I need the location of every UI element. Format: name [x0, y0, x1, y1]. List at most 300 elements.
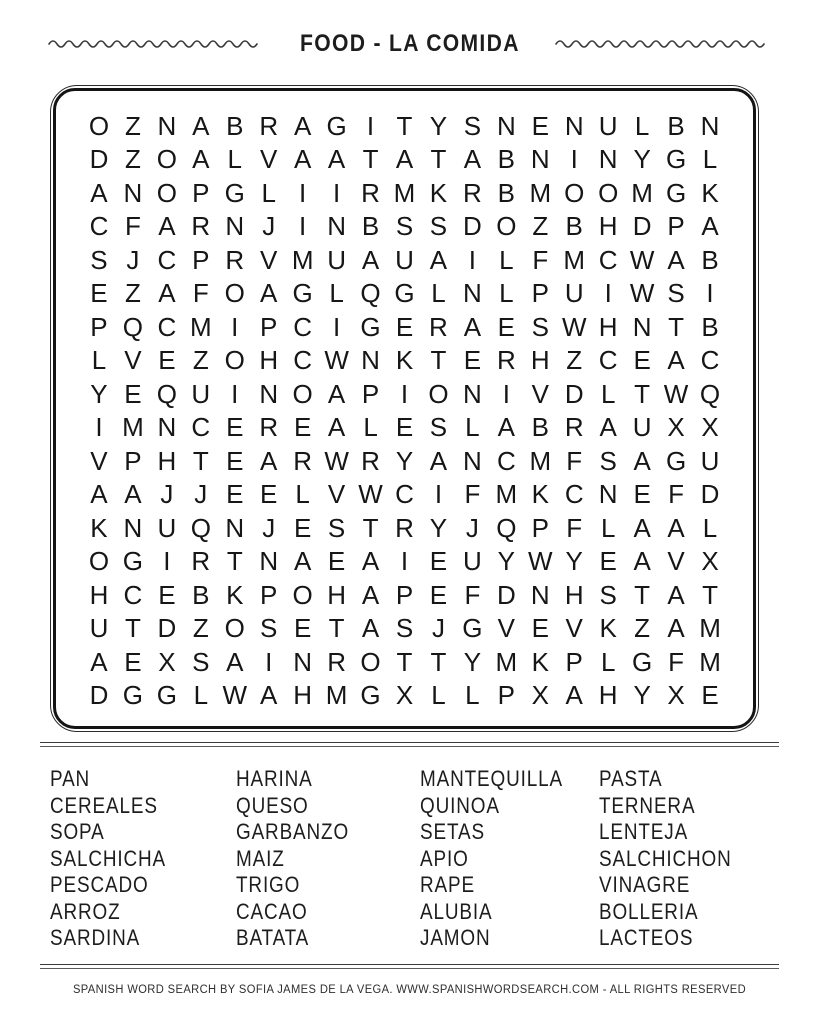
grid-cell: K — [429, 177, 448, 208]
grid-cell: L — [499, 278, 514, 309]
word-item: SALCHICHA — [50, 845, 167, 871]
grid-cell: R — [259, 110, 279, 141]
grid-cell: A — [226, 646, 244, 677]
grid-cell: X — [531, 680, 549, 711]
grid-cell: T — [226, 546, 243, 577]
grid-cell: H — [598, 211, 618, 242]
grid-cell: B — [531, 412, 549, 443]
grid-cell: N — [598, 144, 618, 175]
grid-cell: E — [429, 546, 448, 577]
grid-cell: N — [259, 378, 279, 409]
grid-cell: M — [393, 177, 416, 208]
grid-cell: O — [156, 144, 177, 175]
grid-cell: P — [531, 278, 549, 309]
word-item: CACAO — [236, 898, 308, 924]
grid-cell: M — [631, 177, 653, 208]
grid-cell: N — [530, 144, 550, 175]
grid-cell: L — [227, 144, 242, 175]
grid-cell: L — [363, 412, 378, 443]
grid-cell: N — [327, 211, 346, 242]
grid-cell: N — [361, 345, 380, 376]
word-item: VINAGRE — [599, 872, 691, 897]
grid-cell: B — [497, 177, 515, 208]
grid-cell: E — [531, 110, 549, 141]
grid-cell: I — [231, 378, 239, 409]
grid-cell: B — [667, 110, 685, 141]
header — [0, 30, 819, 58]
grid-cell: W — [629, 278, 655, 309]
grid-cell: E — [463, 345, 482, 376]
grid-cell: F — [532, 244, 549, 275]
grid-cell: K — [395, 345, 414, 376]
grid-cell: I — [265, 646, 273, 677]
grid-cell: B — [565, 211, 583, 242]
grid-cell: I — [706, 278, 714, 309]
grid-cell: E — [633, 479, 651, 510]
grid-cell: B — [226, 110, 244, 141]
page-title: FOOD - LA COMIDA — [299, 30, 520, 57]
grid-cell: G — [224, 177, 245, 208]
grid-cell: R — [293, 445, 313, 476]
grid-cell: F — [192, 278, 209, 309]
grid-cell: W — [561, 311, 587, 342]
grid-cell: S — [599, 445, 617, 476]
grid-cell: L — [431, 278, 446, 309]
word-item: BATATA — [236, 925, 310, 950]
grid-cell: Y — [633, 680, 651, 711]
grid-cell: S — [395, 613, 414, 644]
grid-cell: R — [259, 412, 279, 443]
grid-cell: L — [465, 412, 480, 443]
grid-cell: B — [192, 579, 210, 610]
grid-cell: Q — [496, 512, 517, 543]
grid-cell: A — [293, 110, 312, 141]
grid-cell: P — [124, 445, 142, 476]
grid-cell: Q — [190, 512, 211, 543]
grid-cell: N — [496, 110, 516, 141]
grid-cell: C — [598, 244, 618, 275]
grid-cell: Z — [566, 345, 583, 376]
grid-cell: P — [192, 177, 210, 208]
grid-cell: G — [665, 177, 687, 208]
word-item: TERNERA — [599, 792, 696, 818]
grid-cell: A — [124, 479, 142, 510]
grid-cell: Z — [124, 278, 141, 309]
grid-cell: P — [565, 646, 583, 677]
grid-cell: F — [668, 646, 685, 677]
grid-cell: R — [191, 546, 211, 577]
grid-cell: A — [395, 144, 414, 175]
grid-cell: D — [157, 613, 177, 644]
grid-cell: H — [157, 445, 177, 476]
grid-cell: K — [599, 613, 617, 644]
grid-cell: E — [633, 345, 651, 376]
grid-cell: W — [324, 445, 349, 476]
grid-cell: C — [395, 479, 414, 510]
grid-cell: A — [565, 680, 583, 711]
grid-cell: H — [327, 579, 346, 610]
grid-cell: A — [158, 278, 176, 309]
grid-cell: G — [360, 311, 381, 342]
grid-cell: A — [361, 613, 380, 644]
grid-cell: Y — [463, 646, 482, 677]
word-item: SOPA — [50, 819, 105, 844]
grid-cell: T — [430, 646, 447, 677]
grid-cell: L — [193, 680, 209, 711]
grid-cell: N — [700, 110, 720, 141]
grid-cell: W — [358, 479, 383, 510]
grid-cell: N — [123, 512, 143, 543]
grid-cell: D — [632, 211, 652, 242]
grid-cell: E — [395, 311, 414, 342]
grid-cell: I — [299, 177, 307, 208]
grid-cell: P — [90, 311, 108, 342]
grid-cell: P — [260, 311, 278, 342]
grid-cell: J — [160, 479, 174, 510]
grid-cell: S — [90, 244, 108, 275]
grid-cell: A — [667, 244, 685, 275]
grid-cell: J — [262, 512, 276, 543]
grid-cell: M — [563, 244, 586, 275]
grid-cell: N — [123, 177, 143, 208]
grid-cell: K — [701, 177, 719, 208]
grid-cell: G — [665, 445, 687, 476]
grid-cell: H — [259, 345, 279, 376]
word-item: MAIZ — [236, 845, 285, 871]
word-list — [50, 766, 789, 952]
grid-cell: A — [667, 579, 685, 610]
grid-cell: C — [293, 311, 313, 342]
grid-cell: Z — [124, 110, 141, 141]
word-item: ALUBIA — [420, 898, 493, 924]
grid-cell: Y — [565, 546, 583, 577]
grid-cell: R — [429, 311, 448, 342]
grid-cell: H — [89, 579, 109, 610]
grid-cell: S — [395, 211, 414, 242]
grid-cell: J — [262, 211, 276, 242]
grid-cell: A — [260, 278, 278, 309]
grid-cell: K — [226, 579, 244, 610]
grid-cell: H — [598, 680, 618, 711]
grid-cell: N — [259, 546, 279, 577]
grid-cell: W — [629, 244, 655, 275]
grid-cell: Y — [633, 144, 651, 175]
grid-cell: E — [497, 311, 515, 342]
grid-cell: C — [700, 345, 720, 376]
grid-cell: U — [157, 512, 177, 543]
grid-cell: H — [530, 345, 550, 376]
grid-cell: S — [260, 613, 278, 644]
squiggle-right-icon — [554, 38, 772, 50]
grid-cell: X — [158, 646, 176, 677]
grid-cell: I — [502, 378, 510, 409]
word-item: QUESO — [236, 792, 309, 818]
grid-cell: F — [464, 479, 481, 510]
grid-cell: R — [462, 177, 482, 208]
grid-cell: N — [157, 110, 177, 141]
grid-cell: E — [124, 646, 142, 677]
grid-cell: A — [599, 412, 617, 443]
grid-cell: G — [360, 680, 381, 711]
grid-cell: I — [299, 211, 307, 242]
grid-cell: R — [191, 211, 211, 242]
grid-cell: A — [633, 512, 651, 543]
grid-cell: P — [531, 512, 549, 543]
grid-cell: A — [327, 412, 346, 443]
grid-cell: E — [226, 479, 244, 510]
grid-cell: V — [124, 345, 142, 376]
grid-cell: A — [158, 211, 176, 242]
grid-cell: E — [158, 579, 176, 610]
grid-cell: M — [529, 445, 552, 476]
grid-cell: G — [122, 546, 144, 577]
word-item: SETAS — [420, 819, 485, 844]
grid-cell: A — [667, 345, 685, 376]
grid-cell: E — [531, 613, 549, 644]
grid-cell: D — [89, 680, 109, 711]
divider-bottom — [40, 964, 779, 969]
grid-cell: X — [701, 546, 719, 577]
grid-cell: U — [632, 412, 652, 443]
grid-cell: T — [124, 613, 141, 644]
grid-cell: N — [462, 278, 482, 309]
word-item: RAPE — [420, 872, 475, 897]
grid-cell: O — [88, 546, 110, 577]
grid-cell: L — [431, 680, 446, 711]
grid-cell: C — [598, 345, 618, 376]
grid-cell: T — [396, 110, 413, 141]
grid-cell: M — [325, 680, 348, 711]
grid-cell: A — [192, 110, 210, 141]
grid-cell: V — [497, 613, 515, 644]
grid-cell: U — [598, 110, 618, 141]
grid-cell: M — [495, 479, 518, 510]
grid-cell: I — [95, 412, 103, 443]
grid-cell: U — [462, 546, 482, 577]
word-column — [50, 766, 236, 952]
grid-cell: T — [362, 512, 379, 543]
grid-cell: I — [400, 378, 409, 409]
grid-cell: W — [528, 546, 553, 577]
grid-cell: E — [293, 512, 312, 543]
grid-cell: D — [496, 579, 516, 610]
grid-cell: A — [260, 680, 278, 711]
word-item: HARINA — [236, 766, 313, 791]
grid-cell: A — [429, 244, 448, 275]
word-item: GARBANZO — [236, 819, 350, 844]
grid-cell: O — [564, 177, 585, 208]
grid-cell: W — [324, 345, 349, 376]
grid-cell: I — [163, 546, 171, 577]
grid-cell: P — [667, 211, 685, 242]
grid-cell: O — [598, 177, 619, 208]
grid-cell: M — [699, 646, 721, 677]
grid-cell: E — [293, 412, 312, 443]
grid-cell: E — [124, 378, 142, 409]
grid-cell: N — [225, 211, 245, 242]
grid-cell: F — [566, 512, 583, 543]
grid-cell: O — [360, 646, 381, 677]
grid-cell: D — [700, 479, 720, 510]
word-item: SARDINA — [50, 925, 141, 950]
grid-cell: U — [327, 244, 346, 275]
puzzle-border — [50, 85, 759, 732]
grid-cell: W — [222, 680, 248, 711]
grid-cell: T — [430, 144, 447, 175]
grid-cell: B — [701, 311, 719, 342]
grid-cell: H — [293, 680, 313, 711]
grid-cell: A — [90, 177, 108, 208]
grid-cell: G — [665, 144, 687, 175]
grid-cell: M — [189, 311, 212, 342]
grid-cell: E — [90, 278, 108, 309]
grid-cell: Q — [122, 311, 144, 342]
grid-cell: S — [327, 512, 346, 543]
grid-cell: Z — [192, 613, 209, 644]
grid-cell: R — [327, 646, 346, 677]
grid-cell: H — [598, 311, 618, 342]
word-column — [420, 766, 599, 952]
grid-cell: L — [600, 512, 616, 543]
grid-cell: O — [224, 278, 245, 309]
grid-cell: J — [194, 479, 208, 510]
grid-cell: N — [462, 445, 482, 476]
grid-cell: R — [361, 445, 380, 476]
grid-cell: N — [632, 311, 652, 342]
footer-credit: SPANISH WORD SEARCH BY SOFIA JAMES DE LA VEGA. WWW.SPANISHWORDSEARCH.COM - ALL RIGHTS RESERVED — [72, 984, 747, 996]
grid-cell: F — [566, 445, 583, 476]
grid-cell: P — [395, 579, 414, 610]
grid-cell: W — [663, 378, 689, 409]
word-item: SALCHICHON — [599, 845, 732, 871]
grid-cell: Y — [90, 378, 108, 409]
grid-cell: D — [564, 378, 584, 409]
grid-cell: Z — [634, 613, 651, 644]
grid-cell: A — [90, 646, 108, 677]
word-item: LACTEOS — [599, 925, 694, 950]
grid-cell: A — [463, 144, 482, 175]
grid-cell: N — [598, 479, 618, 510]
word-item: APIO — [420, 845, 469, 871]
grid-cell: U — [191, 378, 211, 409]
grid-cell: O — [496, 211, 517, 242]
grid-cell: O — [292, 579, 313, 610]
grid-cell: M — [291, 244, 314, 275]
grid-cell: A — [361, 244, 380, 275]
word-item: BOLLERIA — [599, 898, 699, 924]
word-item: QUINOA — [420, 792, 500, 818]
grid-cell: V — [260, 144, 278, 175]
grid-cell: D — [89, 144, 109, 175]
grid-cell: D — [462, 211, 482, 242]
grid-cell: L — [329, 278, 344, 309]
grid-cell: E — [395, 412, 414, 443]
grid-cell: S — [531, 311, 549, 342]
grid-cell: I — [332, 177, 341, 208]
grid-cell: A — [667, 512, 685, 543]
grid-cell: M — [495, 646, 518, 677]
grid-cell: I — [570, 144, 578, 175]
grid-cell: L — [295, 479, 310, 510]
grid-cell: V — [565, 613, 583, 644]
grid-cell: B — [361, 211, 380, 242]
grid-cell: T — [702, 579, 718, 610]
grid-cell: E — [226, 445, 244, 476]
grid-cell: G — [462, 613, 483, 644]
grid-cell: A — [497, 412, 515, 443]
grid-cell: B — [701, 244, 719, 275]
grid-cell: C — [89, 211, 109, 242]
grid-cell: U — [564, 278, 584, 309]
word-item: MANTEQUILLA — [420, 766, 563, 791]
grid-cell: N — [293, 646, 313, 677]
grid-cell: V — [327, 479, 346, 510]
grid-cell: Q — [156, 378, 177, 409]
grid-cell: U — [89, 613, 109, 644]
grid-cell: L — [702, 144, 718, 175]
letter-grid — [53, 88, 756, 729]
grid-cell: T — [396, 646, 413, 677]
grid-cell: T — [362, 144, 379, 175]
grid-cell: O — [292, 378, 313, 409]
grid-cell: X — [701, 412, 719, 443]
grid-cell: P — [192, 244, 210, 275]
grid-cell: C — [496, 445, 516, 476]
grid-cell: S — [463, 110, 482, 141]
grid-cell: Z — [192, 345, 209, 376]
grid-cell: F — [464, 579, 481, 610]
grid-cell: L — [702, 512, 718, 543]
grid-cell: V — [90, 445, 108, 476]
grid-cell: J — [126, 244, 140, 275]
grid-cell: C — [191, 412, 211, 443]
grid-cell: N — [225, 512, 245, 543]
grid-cell: E — [158, 345, 176, 376]
grid-cell: I — [332, 311, 341, 342]
grid-cell: A — [260, 445, 278, 476]
grid-cell: A — [361, 546, 380, 577]
grid-cell: A — [327, 378, 346, 409]
grid-cell: M — [699, 613, 721, 644]
grid-cell: N — [530, 579, 550, 610]
grid-cell: S — [192, 646, 210, 677]
grid-cell: N — [462, 378, 482, 409]
grid-cell: V — [531, 378, 549, 409]
grid-cell: Q — [699, 378, 721, 409]
word-item: JAMON — [420, 925, 491, 950]
grid-cell: A — [293, 546, 312, 577]
grid-cell: T — [328, 613, 345, 644]
grid-cell: Z — [532, 211, 549, 242]
grid-cell: I — [604, 278, 612, 309]
grid-cell: L — [600, 646, 616, 677]
grid-cell: F — [124, 211, 141, 242]
word-item: TRIGO — [236, 872, 301, 897]
grid-cell: M — [529, 177, 552, 208]
grid-cell: N — [564, 110, 584, 141]
grid-cell: L — [91, 345, 107, 376]
grid-cell: E — [293, 613, 312, 644]
grid-cell: J — [431, 613, 445, 644]
grid-cell: G — [156, 680, 177, 711]
grid-cell: O — [428, 378, 449, 409]
grid-cell: A — [701, 211, 719, 242]
grid-cell: J — [465, 512, 479, 543]
word-item: PESCADO — [50, 872, 149, 897]
grid-cell: X — [667, 412, 685, 443]
grid-cell: G — [292, 278, 313, 309]
grid-cell: I — [366, 110, 375, 141]
